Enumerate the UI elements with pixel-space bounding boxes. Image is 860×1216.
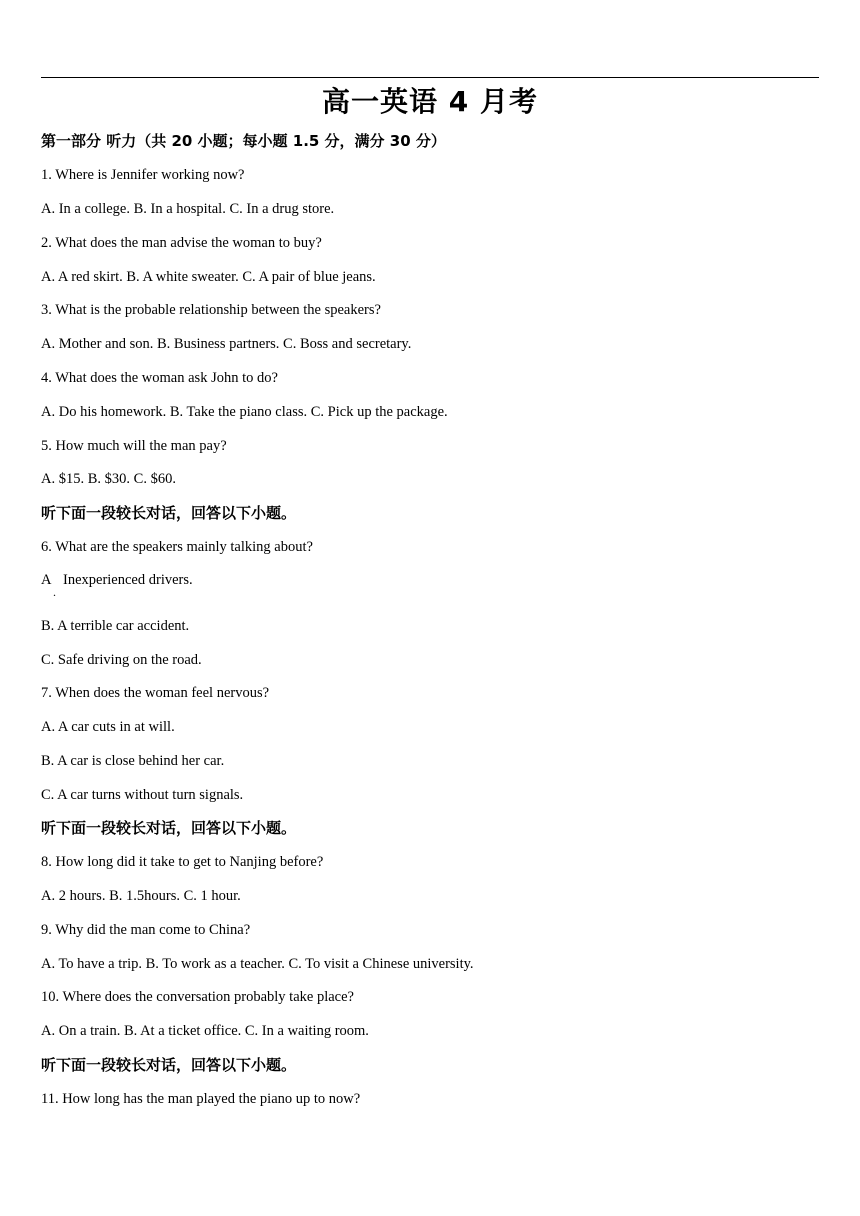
question-9: 9. Why did the man come to China? bbox=[41, 922, 251, 938]
option-6a-dot: . bbox=[53, 585, 56, 599]
option-7a: A. A car cuts in at will. bbox=[41, 719, 175, 735]
page-title: 高一英语 4 月考 bbox=[322, 85, 538, 118]
option-6b: B. A terrible car accident. bbox=[41, 618, 190, 634]
question-10: 10. Where does the conversation probably take place? bbox=[41, 989, 354, 1005]
question-3: 3. What is the probable relationship between the speakers? bbox=[41, 302, 381, 318]
question-1: 1. Where is Jennifer working now? bbox=[41, 167, 245, 183]
option-6a-text: Inexperienced drivers. bbox=[63, 572, 193, 588]
options-1: A. In a college. B. In a hospital. C. In a drug store. bbox=[41, 201, 335, 217]
section-heading: 第一部分 听力（共 20 小题；每小题 1.5 分，满分 30 分） bbox=[41, 132, 446, 150]
question-7: 7. When does the woman feel nervous? bbox=[41, 685, 270, 701]
dialogue-heading: 听下面一段较长对话，回答以下小题。 bbox=[41, 819, 297, 837]
option-6a-label bbox=[41, 570, 63, 599]
dialogue-heading: 听下面一段较长对话，回答以下小题。 bbox=[41, 504, 297, 522]
dialogue-heading: 听下面一段较长对话，回答以下小题。 bbox=[41, 1056, 297, 1074]
options-5: A. $15. B. $30. C. $60. bbox=[41, 471, 176, 487]
option-7c: C. A car turns without turn signals. bbox=[41, 787, 244, 803]
question-8: 8. How long did it take to get to Nanjing before? bbox=[41, 854, 324, 870]
options-3: A. Mother and son. B. Business partners. C. Boss and secretary. bbox=[41, 336, 412, 352]
option-6a-letter: A bbox=[41, 572, 52, 588]
header-rule bbox=[41, 77, 819, 78]
question-2: 2. What does the man advise the woman to buy? bbox=[41, 235, 322, 251]
options-4: A. Do his homework. B. Take the piano class. C. Pick up the package. bbox=[41, 404, 448, 420]
options-10: A. On a train. B. At a ticket office. C. In a waiting room. bbox=[41, 1023, 369, 1039]
options-2: A. A red skirt. B. A white sweater. C. A pair of blue jeans. bbox=[41, 269, 376, 285]
option-6c: C. Safe driving on the road. bbox=[41, 652, 202, 668]
option-6a bbox=[41, 570, 193, 599]
question-6: 6. What are the speakers mainly talking about? bbox=[41, 539, 313, 555]
options-8: A. 2 hours. B. 1.5hours. C. 1 hour. bbox=[41, 888, 241, 904]
question-4: 4. What does the woman ask John to do? bbox=[41, 370, 278, 386]
question-5: 5. How much will the man pay? bbox=[41, 438, 227, 454]
question-11: 11. How long has the man played the piano up to now? bbox=[41, 1091, 361, 1107]
option-7b: B. A car is close behind her car. bbox=[41, 753, 225, 769]
options-9: A. To have a trip. B. To work as a teacher. C. To visit a Chinese university. bbox=[41, 956, 474, 972]
